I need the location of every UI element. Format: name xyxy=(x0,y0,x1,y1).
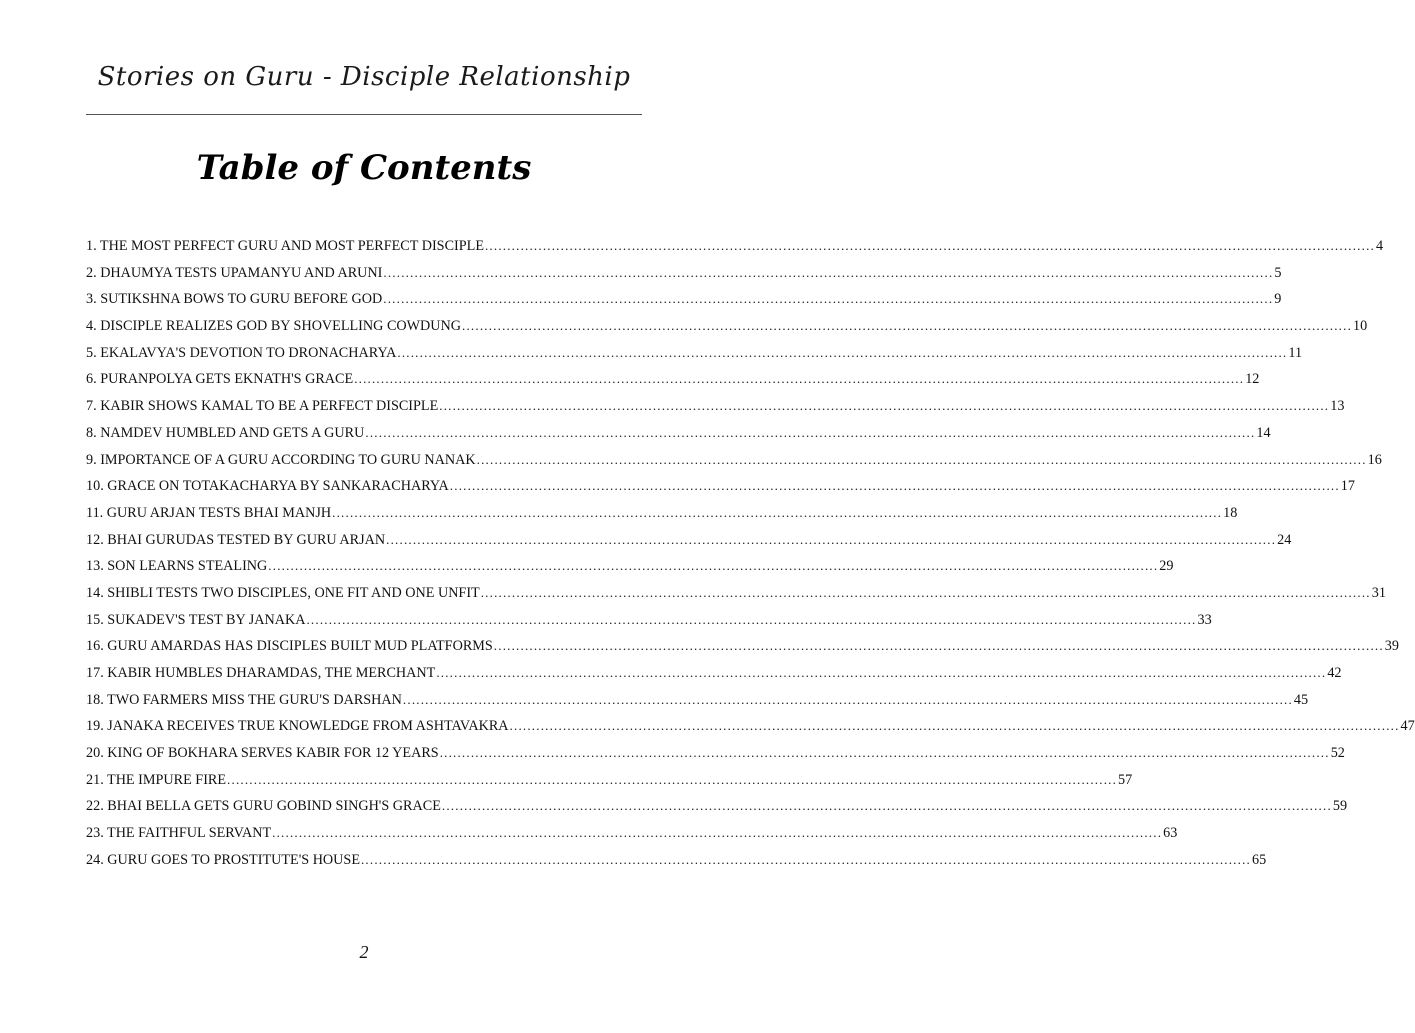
dot-leader: ........................................................................................................................................................................................................ xyxy=(402,691,1293,707)
toc-entry-title: 10. GRACE ON TOTAKACHARYA BY SANKARACHARYA xyxy=(86,478,449,495)
toc-entry-title: 6. PURANPOLYA GETS EKNATH'S GRACE xyxy=(86,371,354,388)
toc-list xyxy=(86,233,1415,874)
toc-entry-page: 12 xyxy=(1245,371,1260,388)
dot-leader: ........................................................................................................................................................................................................ xyxy=(509,718,1400,734)
toc-entry-page: 14 xyxy=(1256,424,1271,441)
toc-entry-title: 24. GURU GOES TO PROSTITUTE'S HOUSE xyxy=(86,851,360,868)
toc-entry-title: 23. THE FAITHFUL SERVANT xyxy=(86,825,272,842)
toc-entry[interactable] xyxy=(86,607,1212,634)
toc-entry-page: 10 xyxy=(1353,318,1368,335)
toc-entry-page: 18 xyxy=(1223,504,1238,521)
dot-leader: ........................................................................................................................................................................................................ xyxy=(332,504,1223,520)
dot-leader: ........................................................................................................................................................................................................ xyxy=(476,451,1367,467)
dot-leader: ........................................................................................................................................................................................................ xyxy=(449,478,1340,494)
toc-entry-title: 2. DHAUMYA TESTS UPAMANYU AND ARUNI xyxy=(86,264,383,281)
toc-entry-title: 8. NAMDEV HUMBLED AND GETS A GURU xyxy=(86,424,365,441)
toc-entry-title: 13. SON LEARNS STEALING xyxy=(86,558,268,575)
toc-entry-page: 57 xyxy=(1118,771,1133,788)
toc-entry-title: 14. SHIBLI TESTS TWO DISCIPLES, ONE FIT AND ONE UNFIT xyxy=(86,584,480,601)
toc-entry[interactable] xyxy=(86,660,1342,687)
toc-entry[interactable] xyxy=(86,740,1345,767)
toc-entry-title: 21. THE IMPURE FIRE xyxy=(86,771,227,788)
toc-entry-title: 9. IMPORTANCE OF A GURU ACCORDING TO GURU NANAK xyxy=(86,451,476,468)
toc-entry-page: 33 xyxy=(1197,611,1212,628)
toc-entry[interactable] xyxy=(86,260,1282,287)
toc-entry-page: 5 xyxy=(1274,264,1282,281)
toc-entry-title: 11. GURU ARJAN TESTS BHAI MANJH xyxy=(86,504,332,521)
toc-entry-page: 59 xyxy=(1332,798,1348,815)
toc-entry-page: 42 xyxy=(1327,665,1342,681)
toc-entry[interactable] xyxy=(86,447,1382,474)
dot-leader: ........................................................................................................................................................................................................ xyxy=(480,584,1371,600)
toc-entry-title: 20. KING OF BOKHARA SERVES KABIR FOR 12 YEARS xyxy=(86,745,439,762)
toc-entry-page: 63 xyxy=(1163,825,1178,842)
dot-leader: ........................................................................................................................................................................................................ xyxy=(397,344,1288,360)
toc-entry[interactable] xyxy=(86,687,1309,714)
toc-entry[interactable] xyxy=(86,393,1345,420)
toc-entry-page: 31 xyxy=(1371,584,1386,601)
toc-entry[interactable] xyxy=(86,313,1368,340)
dot-leader: ........................................................................................................................................................................................................ xyxy=(306,611,1197,627)
dot-leader: ........................................................................................................................................................................................................ xyxy=(439,398,1330,414)
header-divider xyxy=(86,114,642,115)
dot-leader: ........................................................................................................................................................................................................ xyxy=(441,798,1332,814)
toc-entry-page: 13 xyxy=(1330,398,1345,415)
dot-leader: ........................................................................................................................................................................................................ xyxy=(493,638,1384,654)
toc-entry-page: 17 xyxy=(1340,478,1355,495)
toc-entry[interactable] xyxy=(86,820,1178,847)
toc-entry-page: 29 xyxy=(1159,558,1174,575)
toc-entry[interactable] xyxy=(86,713,1415,740)
toc-entry[interactable] xyxy=(86,340,1303,367)
toc-entry-title: 19. JANAKA RECEIVES TRUE KNOWLEDGE FROM ASHTAVAKRA xyxy=(86,718,509,735)
toc-entry-page: 16 xyxy=(1367,451,1382,468)
dot-leader: ........................................................................................................................................................................................................ xyxy=(462,318,1353,334)
page-number: 2 xyxy=(359,942,369,962)
toc-entry-title: 15. SUKADEV'S TEST BY JANAKA xyxy=(86,611,306,628)
toc-entry[interactable] xyxy=(86,847,1267,874)
toc-entry-page: 45 xyxy=(1293,691,1309,708)
toc-entry[interactable] xyxy=(86,366,1260,393)
dot-leader: ........................................................................................................................................................................................................ xyxy=(268,558,1159,574)
toc-entry-title: 3. SUTIKSHNA BOWS TO GURU BEFORE GOD xyxy=(86,291,383,308)
toc-entry-page: 4 xyxy=(1375,238,1384,254)
toc-entry-page: 24 xyxy=(1277,531,1292,548)
dot-leader: ........................................................................................................................................................................................................ xyxy=(484,238,1375,253)
toc-entry[interactable] xyxy=(86,286,1282,313)
toc-entry[interactable] xyxy=(86,233,1384,260)
toc-entry-page: 65 xyxy=(1251,851,1267,868)
toc-entry-title: 16. GURU AMARDAS HAS DISCIPLES BUILT MUD PLATFORMS xyxy=(86,638,493,655)
toc-entry-title: 12. BHAI GURUDAS TESTED BY GURU ARJAN xyxy=(86,531,386,548)
toc-entry-title: 1. THE MOST PERFECT GURU AND MOST PERFECT DISCIPLE xyxy=(86,238,484,254)
toc-entry-page: 39 xyxy=(1384,638,1399,655)
dot-leader: ........................................................................................................................................................................................................ xyxy=(227,771,1118,787)
toc-entry-title: 7. KABIR SHOWS KAMAL TO BE A PERFECT DISCIPLE xyxy=(86,398,439,415)
dot-leader: ........................................................................................................................................................................................................ xyxy=(360,851,1251,867)
toc-title: Table of Contents xyxy=(196,148,532,188)
toc-entry[interactable] xyxy=(86,793,1348,820)
dot-leader: ........................................................................................................................................................................................................ xyxy=(439,745,1330,761)
toc-entry-page: 11 xyxy=(1288,344,1303,361)
toc-entry-title: 4. DISCIPLE REALIZES GOD BY SHOVELLING COWDUNG xyxy=(86,318,462,335)
toc-entry[interactable] xyxy=(86,580,1386,607)
toc-entry-page: 52 xyxy=(1330,745,1345,762)
toc-entry-title: 22. BHAI BELLA GETS GURU GOBIND SINGH'S GRACE xyxy=(86,798,441,815)
toc-entry[interactable] xyxy=(86,767,1133,794)
toc-entry[interactable] xyxy=(86,473,1355,500)
dot-leader: ........................................................................................................................................................................................................ xyxy=(436,665,1327,680)
dot-leader: ........................................................................................................................................................................................................ xyxy=(386,531,1277,547)
toc-entry[interactable] xyxy=(86,633,1399,660)
toc-entry-page: 47 xyxy=(1400,718,1415,735)
toc-entry[interactable] xyxy=(86,553,1174,580)
toc-entry[interactable] xyxy=(86,500,1238,527)
dot-leader: ........................................................................................................................................................................................................ xyxy=(272,825,1163,841)
toc-entry-title: 17. KABIR HUMBLES DHARAMDAS, THE MERCHANT xyxy=(86,665,436,681)
dot-leader: ........................................................................................................................................................................................................ xyxy=(383,264,1274,280)
running-header: Stories on Guru - Disciple Relationship xyxy=(97,62,631,92)
toc-entry-title: 5. EKALAVYA'S DEVOTION TO DRONACHARYA xyxy=(86,344,397,361)
dot-leader: ........................................................................................................................................................................................................ xyxy=(365,424,1256,440)
dot-leader: ........................................................................................................................................................................................................ xyxy=(354,371,1245,387)
toc-entry[interactable] xyxy=(86,527,1292,554)
toc-entry-title: 18. TWO FARMERS MISS THE GURU'S DARSHAN xyxy=(86,691,402,708)
toc-entry[interactable] xyxy=(86,420,1271,447)
dot-leader: ........................................................................................................................................................................................................ xyxy=(383,291,1274,307)
toc-entry-page: 9 xyxy=(1274,291,1282,308)
